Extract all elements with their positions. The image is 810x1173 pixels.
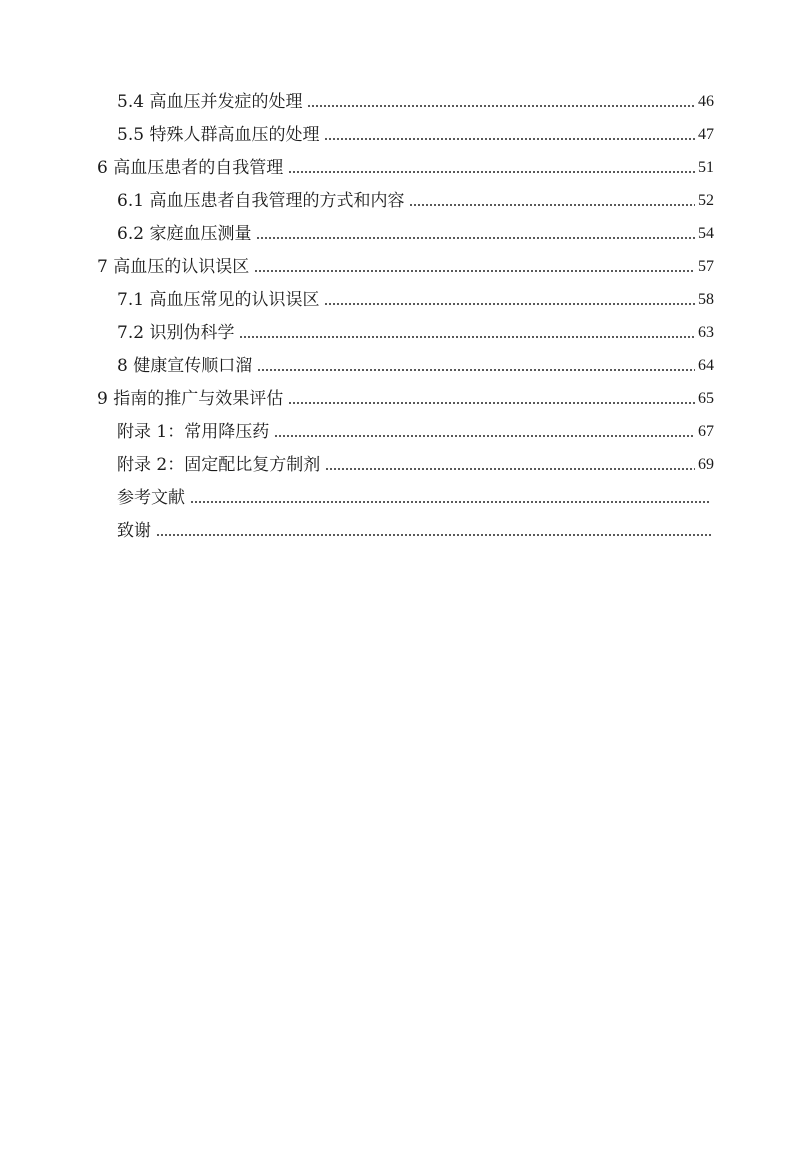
toc-entry-label: 6.2 家庭血压测量 <box>117 223 252 244</box>
toc-entry-label: 6.1 高血压患者自我管理的方式和内容 <box>117 190 405 211</box>
dot-leader <box>190 501 711 503</box>
toc-entry-label: 8 健康宣传顺口溜 <box>117 355 253 376</box>
dot-leader <box>288 402 695 404</box>
dot-leader <box>156 534 711 536</box>
dot-leader <box>288 171 695 173</box>
toc-entry-page: 67 <box>698 422 714 440</box>
dot-leader <box>325 468 695 470</box>
toc-entry-7[interactable] <box>97 250 714 283</box>
toc-entry-9[interactable] <box>97 382 714 415</box>
toc-entry-6-2[interactable] <box>117 217 714 250</box>
toc-entry-page: 58 <box>698 290 714 308</box>
dot-leader <box>257 369 695 371</box>
dot-leader <box>254 270 695 272</box>
toc-entry-page: 47 <box>698 125 714 143</box>
dot-leader <box>274 435 695 437</box>
toc-entry-8[interactable] <box>117 349 714 382</box>
toc-entry-label: 9 指南的推广与效果评估 <box>97 388 284 409</box>
toc-entry-label: 附录 2：固定配比复方制剂 <box>117 454 321 475</box>
toc-entry-7-2[interactable] <box>117 316 714 349</box>
toc-entry-page: 51 <box>698 158 714 176</box>
toc-entry-5-4[interactable] <box>117 85 714 118</box>
toc-entry-appendix-1[interactable] <box>117 415 714 448</box>
dot-leader <box>324 138 695 140</box>
toc-entry-appendix-2[interactable] <box>117 448 714 481</box>
toc-entry-page: 63 <box>698 323 714 341</box>
toc-entry-page: 46 <box>698 92 714 110</box>
toc-entry-label: 6 高血压患者的自我管理 <box>97 157 284 178</box>
toc-entry-label: 附录 1：常用降压药 <box>117 421 270 442</box>
toc-entry-label: 参考文献 <box>117 487 185 508</box>
toc-entry-label: 5.4 高血压并发症的处理 <box>117 91 303 112</box>
toc-entry-label: 致谢 <box>117 520 151 541</box>
toc-entry-page: 54 <box>698 224 714 242</box>
toc-entry-references[interactable] <box>117 481 714 514</box>
dot-leader <box>256 237 695 239</box>
toc-entry-label: 5.5 特殊人群高血压的处理 <box>117 124 320 145</box>
toc-entry-acknowledgements[interactable] <box>117 514 714 547</box>
toc-entry-page: 65 <box>698 389 714 407</box>
toc-entry-page: 52 <box>698 191 714 209</box>
dot-leader <box>409 204 695 206</box>
toc-entry-6-1[interactable] <box>117 184 714 217</box>
toc-entry-5-5[interactable] <box>117 118 714 151</box>
toc-entry-label: 7.1 高血压常见的认识误区 <box>117 289 320 310</box>
dot-leader <box>239 336 695 338</box>
dot-leader <box>307 105 695 107</box>
toc-entry-label: 7.2 识别伪科学 <box>117 322 235 343</box>
toc-entry-page: 69 <box>698 455 714 473</box>
toc-entry-page: 57 <box>698 257 714 275</box>
toc-entry-6[interactable] <box>97 151 714 184</box>
toc-entry-page: 64 <box>698 356 714 374</box>
toc-entry-7-1[interactable] <box>117 283 714 316</box>
toc-entry-label: 7 高血压的认识误区 <box>97 256 250 277</box>
dot-leader <box>324 303 695 305</box>
